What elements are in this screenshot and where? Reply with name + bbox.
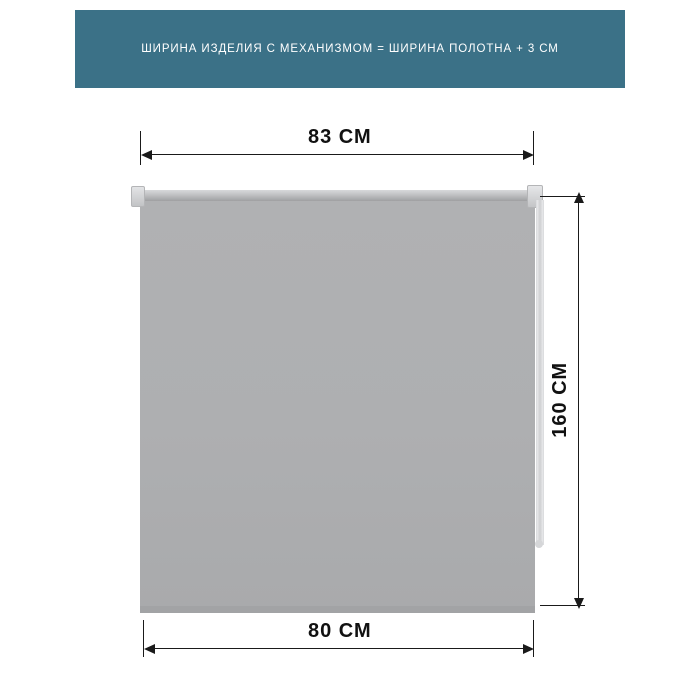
control-chain-end xyxy=(535,540,543,548)
blind-fabric xyxy=(140,199,535,613)
bottom-dimension-label: 80 СМ xyxy=(308,620,372,642)
info-banner-text: ШИРИНА ИЗДЕЛИЯ С МЕХАНИЗМОМ = ШИРИНА ПОЛОТНА + 3 СМ xyxy=(141,42,559,55)
height-dimension-line xyxy=(578,201,579,601)
top-dimension-arrow-right xyxy=(523,150,534,160)
top-dimension-line xyxy=(145,154,529,155)
height-dimension-arrow-bottom xyxy=(574,598,584,609)
control-chain xyxy=(536,200,544,545)
top-dimension-arrow-left xyxy=(141,150,152,160)
bottom-dimension-arrow-left xyxy=(144,644,155,654)
blind-bottom-bar xyxy=(140,606,535,613)
bracket-left xyxy=(131,186,145,207)
bottom-dimension-arrow-right xyxy=(523,644,534,654)
height-dimension-arrow-top xyxy=(574,192,584,203)
bottom-dimension-line xyxy=(148,648,529,649)
top-dimension-label: 83 СМ xyxy=(308,126,372,148)
height-dimension-label: 160 СМ xyxy=(549,362,571,438)
roller-tube xyxy=(139,190,537,201)
info-banner xyxy=(75,10,625,88)
